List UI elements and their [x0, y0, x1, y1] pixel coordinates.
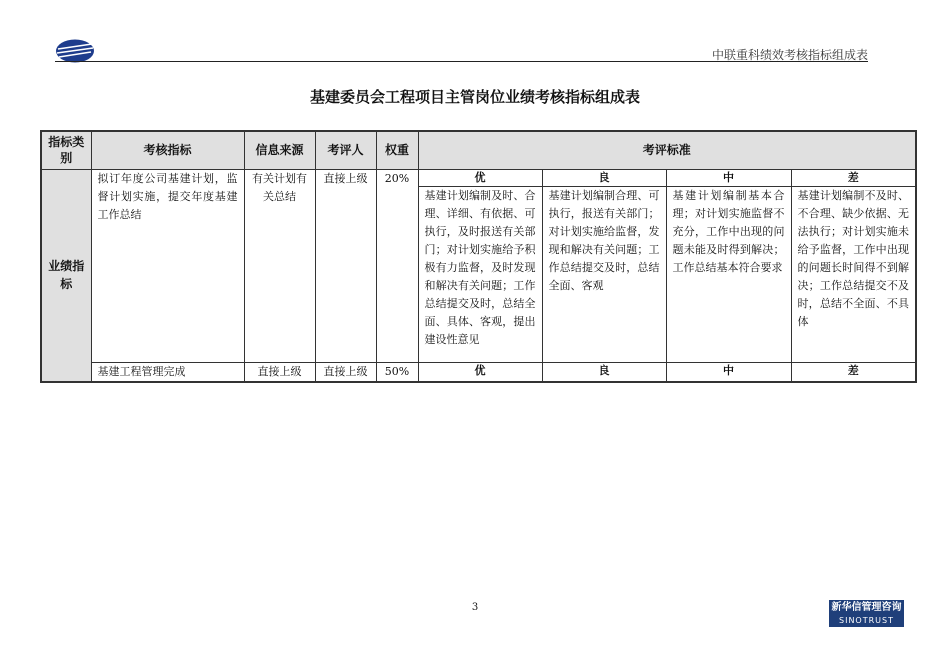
- grade-fair: 中: [666, 169, 791, 186]
- header-title: 中联重科绩效考核指标组成表: [711, 48, 868, 62]
- header-evaluator: 考评人: [315, 131, 376, 169]
- page-number: 3: [471, 602, 479, 613]
- evaluator-cell: 直接上级: [315, 362, 376, 382]
- document-title: 基建委员会工程项目主管岗位业绩考核指标组成表: [309, 88, 640, 106]
- brand-name-cn: 新华信管理咨询: [831, 602, 902, 613]
- criteria-poor: 基建计划编制不及时、不合理、缺少依据、无法执行；对计划实施未给予监督，工作中出现的问题长时间得不到解决；工作总结提交不及时，总结不全面、不具体: [791, 186, 916, 362]
- category-cell: 业绩指标: [41, 169, 91, 382]
- source-cell: 直接上级: [244, 362, 315, 382]
- criteria-fair: 基建计划编制基本合理；对计划实施监督不充分，工作中出现的问题未能及时得到解决；工作总结基本符合要求: [666, 186, 791, 362]
- evaluator-cell: 直接上级: [315, 169, 376, 362]
- criteria-excellent: 基建计划编制及时、合理、详细、有依据、可执行，及时报送有关部门；对计划实施给予积极有力监督，及时发现和解决有关问题；工作总结提交及时，总结全面、具体、客观，提出建设性意见: [418, 186, 542, 362]
- sinotrust-logo: [829, 600, 904, 627]
- header-criteria: 考评标准: [418, 131, 916, 169]
- indicator-cell: 基建工程管理完成: [91, 362, 244, 382]
- weight-cell: 50%: [376, 362, 418, 382]
- header-weight: 权重: [376, 131, 418, 169]
- table-row: [41, 362, 916, 382]
- brand-name-en: SINOTRUST: [839, 616, 894, 625]
- grade-poor: 差: [791, 169, 916, 186]
- grade-good: 良: [542, 169, 666, 186]
- header-category: 指标类别: [41, 131, 91, 169]
- indicator-cell: 拟订年度公司基建计划，监督计划实施，提交年度基建工作总结: [91, 169, 244, 362]
- table-header-row: [41, 131, 916, 169]
- source-cell: 有关计划有关总结: [244, 169, 315, 362]
- table-row: [41, 169, 916, 186]
- kpi-table: [40, 130, 917, 383]
- header-indicator: 考核指标: [91, 131, 244, 169]
- grade-poor: 差: [791, 362, 916, 382]
- criteria-good: 基建计划编制合理、可执行，报送有关部门；对计划实施给监督，发现和解决有关问题；工作总结提交及时，总结全面、客观: [542, 186, 666, 362]
- grade-excellent: 优: [418, 362, 542, 382]
- header-divider: [55, 61, 868, 62]
- grade-excellent: 优: [418, 169, 542, 186]
- grade-good: 良: [542, 362, 666, 382]
- header-source: 信息来源: [244, 131, 315, 169]
- grade-fair: 中: [666, 362, 791, 382]
- weight-cell: 20%: [376, 169, 418, 362]
